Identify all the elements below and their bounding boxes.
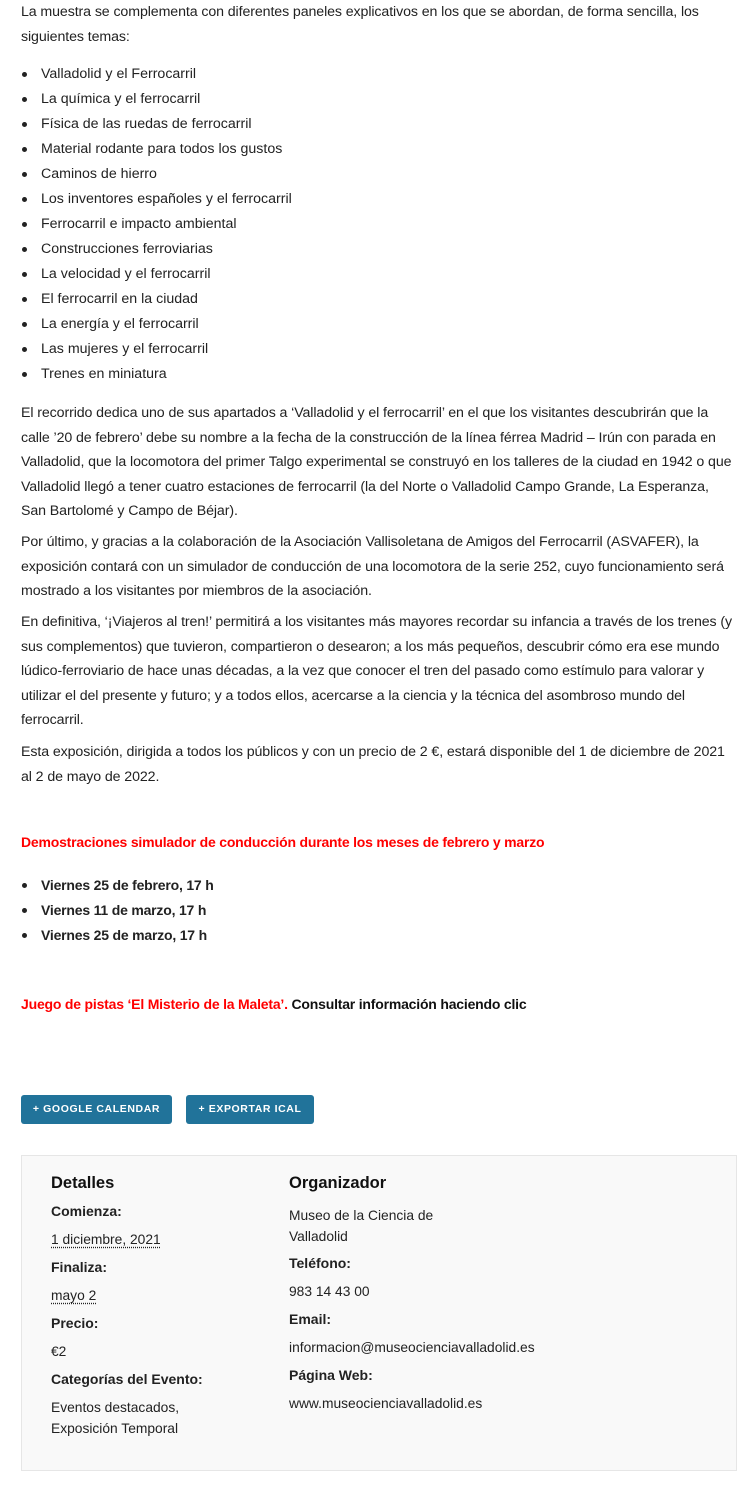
intro-paragraph: La muestra se complementa con diferentes paneles explicativos en los que se abordan, de forma sencilla, los siguientes temas: (21, 4, 699, 45)
phone-value: 983 14 43 00 (289, 1284, 370, 1299)
list-item: La velocidad y el ferrocarril (41, 262, 292, 287)
list-item: Viernes 11 de marzo, 17 h (41, 898, 214, 923)
phone-label: Teléfono: (289, 1255, 351, 1271)
event-details-box (21, 1155, 737, 1471)
list-item: Ferrocarril e impacto ambiental (41, 212, 292, 237)
email-label: Email: (289, 1311, 332, 1327)
game-info-link[interactable]: Consultar información haciendo clic (287, 996, 527, 1012)
end-label: Finaliza: (51, 1259, 108, 1275)
list-item: Las mujeres y el ferrocarril (41, 337, 292, 362)
paragraph-simulator: Por último, y gracias a la colaboración de la Asociación Vallisoletana de Amigos del Ferrocarril (ASVAFER), la exposición contará con un simulador de conducción de una locomotora de la serie 252, cuyo funcionamiento será mostrado a los visitantes por miembros de la asociación. (21, 534, 724, 599)
price-value: €2 (51, 1344, 67, 1359)
start-label: Comienza: (51, 1203, 122, 1219)
list-item: Caminos de hierro (41, 162, 292, 187)
list-item: La energía y el ferrocarril (41, 312, 292, 337)
list-item: Valladolid y el Ferrocarril (41, 62, 292, 87)
list-item: Material rodante para todos los gustos (41, 137, 292, 162)
details-title: Detalles (51, 1174, 115, 1192)
list-item: Trenes en miniatura (41, 362, 292, 387)
demos-heading: Demostraciones simulador de conducción durante los meses de febrero y marzo (21, 834, 545, 850)
demos-list (0, 873, 214, 948)
organizer-name-line-2: Valladolid (289, 1229, 348, 1244)
game-title: Juego de pistas ‘El Misterio de la Maleta’. (21, 996, 288, 1012)
website-value[interactable]: www.museocienciavalladolid.es (289, 1396, 483, 1411)
paragraph-summary: En definitiva, ‘¡Viajeros al tren!’ permitirá a los visitantes más mayores recordar su infancia a través de los trenes (y sus complementos) que tuvieron, compartieron o desearon; a los más pequeños, descubrir cómo era ese mundo lúdico-ferroviario de hace unas décadas, a la vez que conocer el tren del pasado como estímulo para valorar y utilizar el del presente y futuro; y a todos ellos, acercarse a la ciencia y la técnica del asombroso mundo del ferrocarril. (21, 614, 732, 728)
category-link[interactable]: Eventos destacados, (51, 1400, 180, 1415)
list-item: La química y el ferrocarril (41, 87, 292, 112)
paragraph-route: El recorrido dedica uno de sus apartados a ‘Valladolid y el ferrocarril’ en el que los visitantes descubrirán que la calle ’20 de febrero’ debe su nombre a la fecha de la construcción de la línea férrea Madrid – Irún con parada en Valladolid, que la locomotora del primer Talgo experimental se construyó en los talleres de la ciudad en 1942 o que Valladolid llegó a tener cuatro estaciones de ferrocarril (la del Norte o Valladolid Campo Grande, La Esperanza, San Bartolomé y Campo de Béjar). (21, 405, 732, 519)
email-value[interactable]: informacion@museocienciavalladolid.es (289, 1340, 535, 1355)
list-item: Construcciones ferroviarias (41, 237, 292, 262)
price-label: Precio: (51, 1315, 99, 1331)
export-ical-button[interactable]: + EXPORTAR ICAL (186, 1095, 314, 1124)
website-label: Página Web: (289, 1367, 373, 1383)
google-calendar-button[interactable]: + GOOGLE CALENDAR (21, 1095, 172, 1124)
start-value: 1 diciembre, 2021 (51, 1232, 161, 1247)
end-value: mayo 2 (51, 1288, 97, 1303)
topics-list (0, 62, 292, 387)
list-item: Los inventores españoles y el ferrocarril (41, 187, 292, 212)
category-link[interactable]: Exposición Temporal (51, 1421, 179, 1436)
categories-label: Categorías del Evento: (51, 1371, 203, 1387)
paragraph-price-dates: Esta exposición, dirigida a todos los públicos y con un precio de 2 €, estará disponible del 1 de diciembre de 2021 al 2 de mayo de 2022. (21, 744, 725, 785)
organizer-title: Organizador (289, 1174, 387, 1192)
list-item: Física de las ruedas de ferrocarril (41, 112, 292, 137)
list-item: El ferrocarril en la ciudad (41, 287, 292, 312)
game-line (21, 996, 526, 1012)
list-item: Viernes 25 de marzo, 17 h (41, 923, 214, 948)
list-item: Viernes 25 de febrero, 17 h (41, 873, 214, 898)
organizer-name-line-1: Museo de la Ciencia de (289, 1208, 434, 1223)
